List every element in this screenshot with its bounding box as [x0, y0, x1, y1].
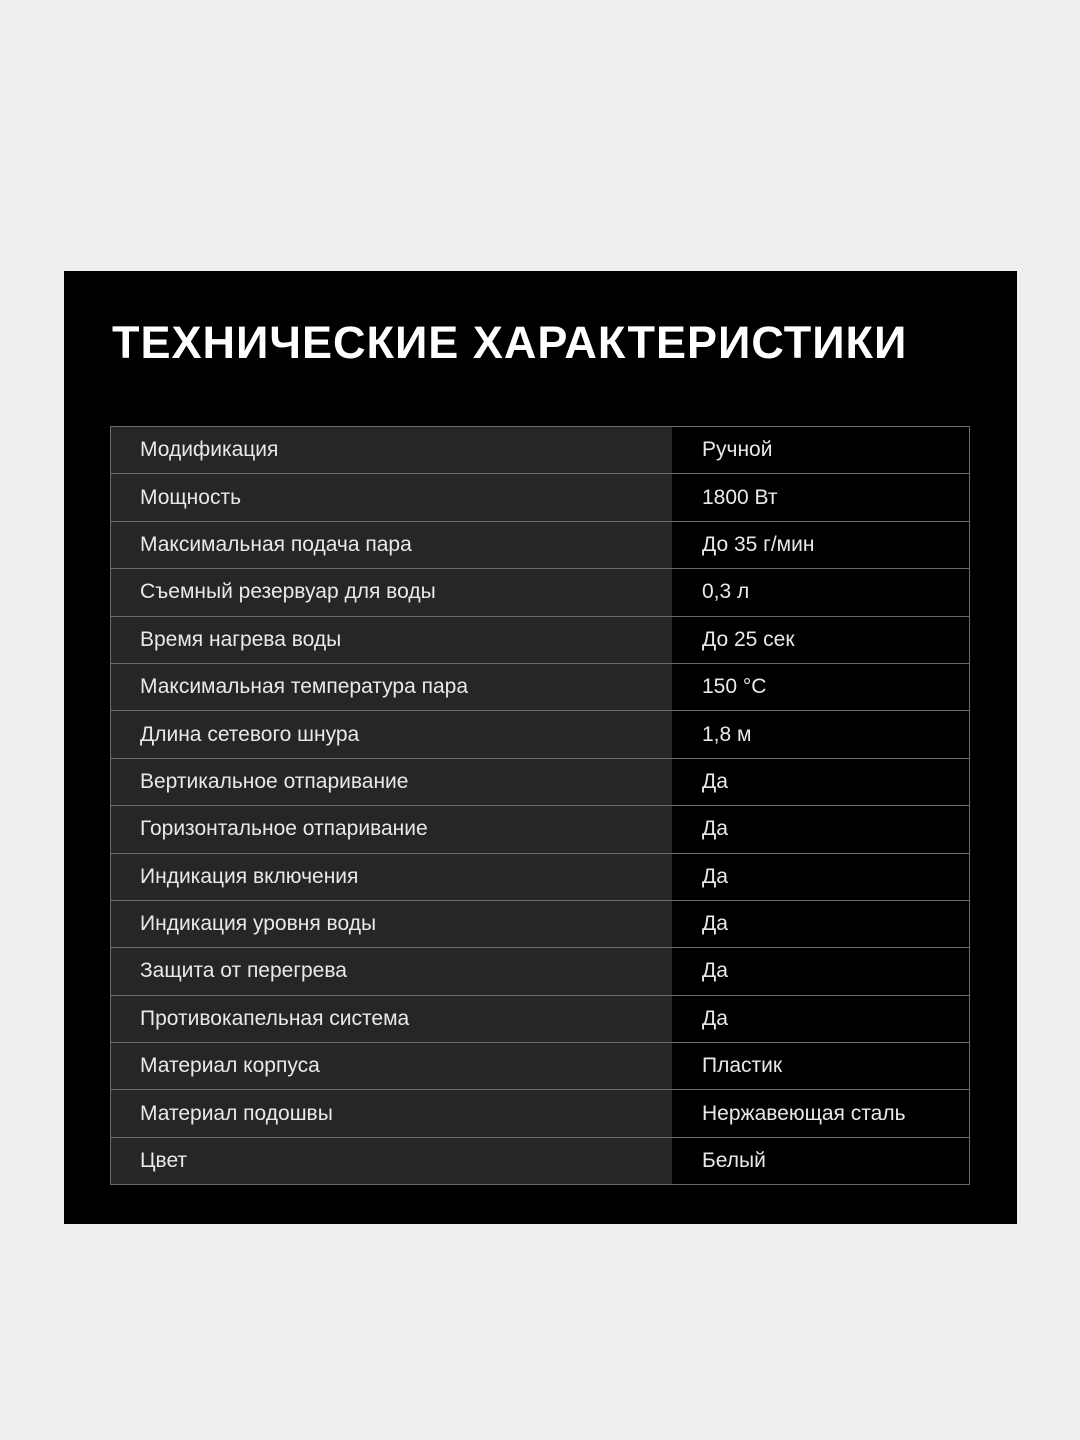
spec-name: Цвет: [111, 1137, 673, 1184]
table-row: [111, 1043, 970, 1090]
spec-name: Индикация уровня воды: [111, 900, 673, 947]
spec-value: 0,3 л: [672, 569, 970, 616]
spec-value: Да: [672, 853, 970, 900]
spec-name: Максимальная температура пара: [111, 663, 673, 710]
page-title: ТЕХНИЧЕСКИЕ ХАРАКТЕРИСТИКИ: [112, 317, 908, 368]
spec-value: Да: [672, 758, 970, 805]
spec-value: Да: [672, 806, 970, 853]
spec-card: [64, 271, 1017, 1224]
spec-name: Защита от перегрева: [111, 948, 673, 995]
spec-name: Противокапельная система: [111, 995, 673, 1042]
table-row: [111, 569, 970, 616]
spec-value: 1800 Вт: [672, 474, 970, 521]
table-row: [111, 711, 970, 758]
spec-table-body: [111, 427, 970, 1185]
table-row: [111, 474, 970, 521]
spec-name: Материал корпуса: [111, 1043, 673, 1090]
spec-name: Индикация включения: [111, 853, 673, 900]
spec-value: Да: [672, 995, 970, 1042]
spec-name: Время нагрева воды: [111, 616, 673, 663]
spec-value: До 25 сек: [672, 616, 970, 663]
table-row: [111, 806, 970, 853]
spec-name: Съемный резервуар для воды: [111, 569, 673, 616]
spec-name: Вертикальное отпаривание: [111, 758, 673, 805]
table-row: [111, 427, 970, 474]
spec-name: Материал подошвы: [111, 1090, 673, 1137]
spec-value: Пластик: [672, 1043, 970, 1090]
spec-name: Мощность: [111, 474, 673, 521]
table-row: [111, 1137, 970, 1184]
spec-value: Ручной: [672, 427, 970, 474]
spec-table: [110, 426, 970, 1185]
spec-name: Горизонтальное отпаривание: [111, 806, 673, 853]
spec-value: 1,8 м: [672, 711, 970, 758]
table-row: [111, 1090, 970, 1137]
table-row: [111, 521, 970, 568]
spec-value: Нержавеющая сталь: [672, 1090, 970, 1137]
table-row: [111, 900, 970, 947]
table-row: [111, 616, 970, 663]
spec-name: Длина сетевого шнура: [111, 711, 673, 758]
spec-value: До 35 г/мин: [672, 521, 970, 568]
spec-value: Да: [672, 900, 970, 947]
table-row: [111, 995, 970, 1042]
table-row: [111, 758, 970, 805]
spec-name: Максимальная подача пара: [111, 521, 673, 568]
spec-value: 150 °C: [672, 663, 970, 710]
spec-value: Белый: [672, 1137, 970, 1184]
table-row: [111, 663, 970, 710]
table-row: [111, 948, 970, 995]
spec-value: Да: [672, 948, 970, 995]
table-row: [111, 853, 970, 900]
spec-name: Модификация: [111, 427, 673, 474]
